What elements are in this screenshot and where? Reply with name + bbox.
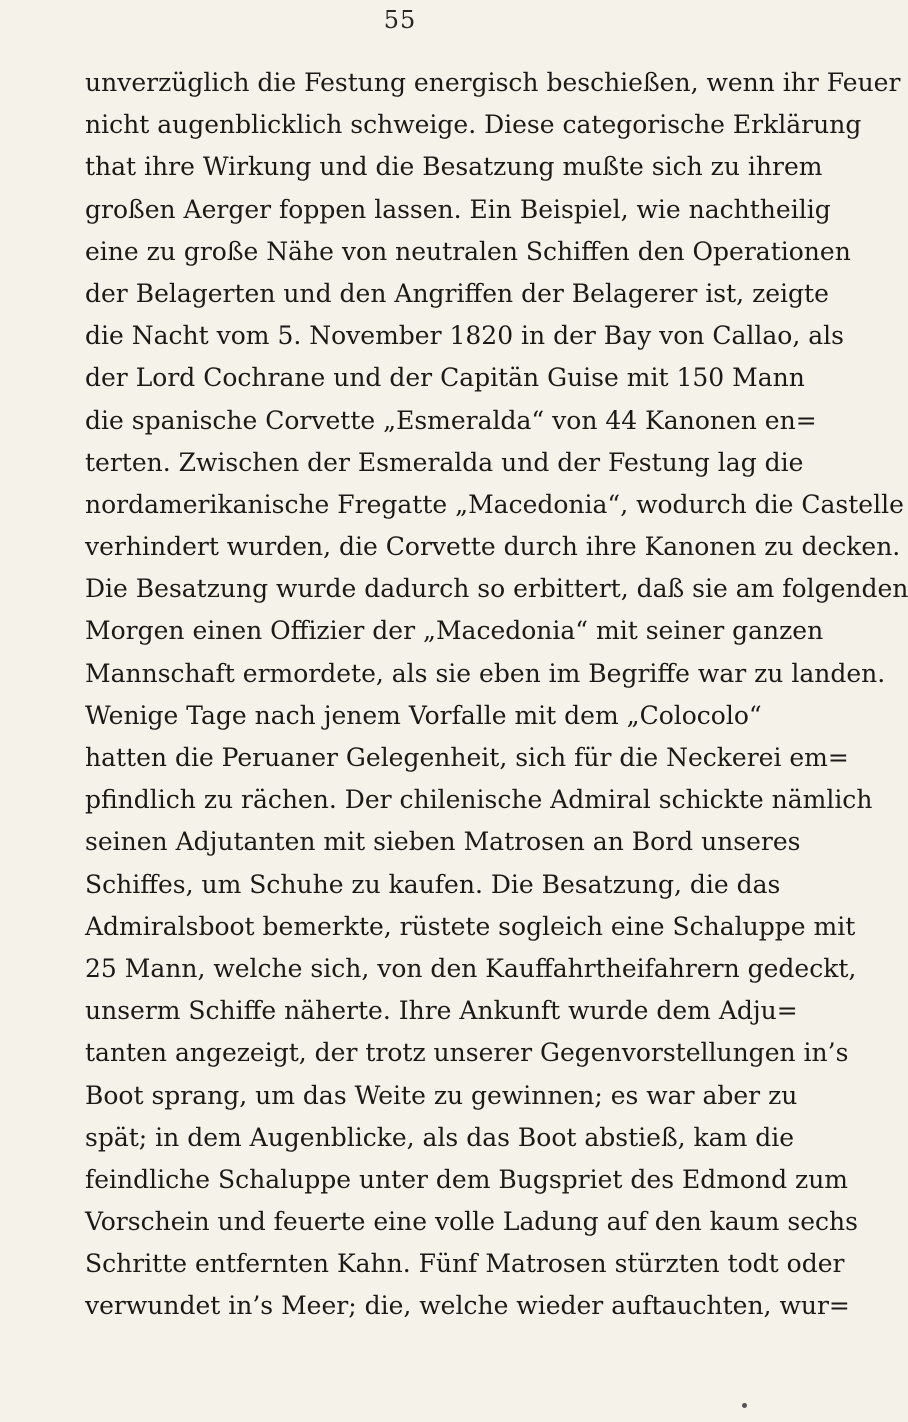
text-line: großen Aerger foppen lassen. Ein Beispiel, wie nachtheilig: [85, 194, 831, 224]
text-line: der Lord Cochrane und der Capitän Guise mit 150 Mann: [85, 363, 805, 393]
speck-mark: [742, 1403, 747, 1408]
text-line: seinen Adjutanten mit sieben Matrosen an Bord unseres: [85, 827, 801, 857]
text-line: Schiffes, um Schuhe zu kaufen. Die Besatzung, die das: [85, 869, 781, 899]
text-line: verhindert wurden, die Corvette durch ihre Kanonen zu decken.: [85, 532, 901, 562]
text-line: terten. Zwischen der Esmeralda und der Festung lag die: [85, 447, 804, 477]
text-line: der Belagerten und den Angriffen der Belagerer ist, zeigte: [85, 278, 829, 308]
text-line: hatten die Peruaner Gelegenheit, sich für die Neckerei em=: [85, 743, 849, 772]
text-line: pfindlich zu rächen. Der chilenische Admiral schickte nämlich: [85, 785, 873, 815]
text-line: feindliche Schaluppe unter dem Bugspriet des Edmond zum: [85, 1164, 849, 1194]
text-line: Vorschein und feuerte eine volle Ladung auf den kaum sechs: [85, 1207, 858, 1237]
body-text: [85, 62, 908, 1328]
text-line: eine zu große Nähe von neutralen Schiffen den Operationen: [85, 236, 851, 266]
text-line: die spanische Corvette „Esmeralda“ von 44 Kanonen en=: [85, 405, 817, 435]
text-line: nordamerikanische Fregatte „Macedonia“, wodurch die Castelle: [85, 489, 904, 519]
text-line: Admiralsboot bemerkte, rüstete sogleich eine Schaluppe mit: [85, 911, 856, 941]
text-line: tanten angezeigt, der trotz unserer Gegenvorstellungen in’s: [85, 1038, 849, 1068]
text-line: 25 Mann, welche sich, von den Kauffahrtheifahrern gedeckt,: [85, 953, 857, 983]
text-line: unverzüglich die Festung energisch beschießen, wenn ihr Feuer: [85, 68, 901, 97]
text-line: Morgen einen Offizier der „Macedonia“ mit seiner ganzen: [85, 616, 824, 646]
text-line: that ihre Wirkung und die Besatzung mußte sich zu ihrem: [85, 152, 823, 182]
text-line: die Nacht vom 5. November 1820 in der Bay von Callao, als: [85, 321, 844, 351]
text-line: verwundet in’s Meer; die, welche wieder auftauchten, wur=: [85, 1291, 850, 1321]
text-line: Die Besatzung wurde dadurch so erbittert, daß sie am folgenden: [85, 574, 908, 604]
text-line: unserm Schiffe näherte. Ihre Ankunft wurde dem Adju=: [85, 996, 798, 1026]
text-line: Wenige Tage nach jenem Vorfalle mit dem „Colocolo“: [85, 700, 762, 730]
page-number: 55: [383, 6, 417, 34]
text-line: spät; in dem Augenblicke, als das Boot abstieß, kam die: [85, 1122, 795, 1152]
text-line: Boot sprang, um das Weite zu gewinnen; es war aber zu: [85, 1080, 798, 1110]
text-line: Schritte entfernten Kahn. Fünf Matrosen stürzten todt oder: [85, 1249, 845, 1279]
text-line: Mannschaft ermordete, als sie eben im Begriffe war zu landen.: [85, 658, 886, 688]
text-line: nicht augenblicklich schweige. Diese categorische Erklärung: [85, 110, 862, 140]
